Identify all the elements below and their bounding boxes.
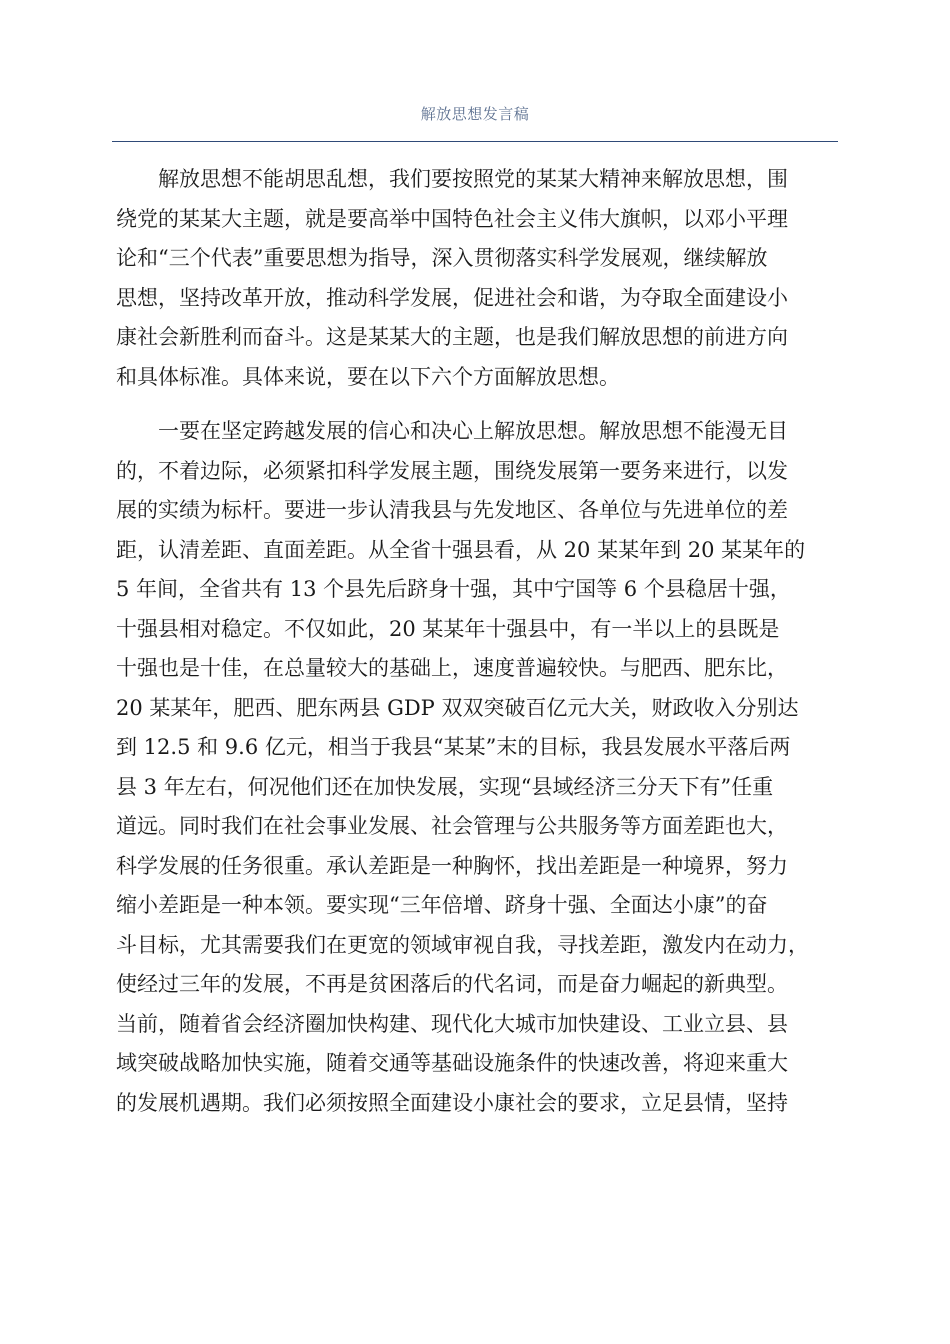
text-line: 康社会新胜利而奋斗。这是某某大的主题，也是我们解放思想的前进方向 [116, 325, 788, 349]
text-line: 域突破战略加快实施，随着交通等基础设施条件的快速改善，将迎来重大 [116, 1051, 788, 1075]
paragraph [116, 412, 840, 1123]
text-line: 的，不着边际，必须紧扣科学发展主题，围绕发展第一要务来进行，以发 [116, 458, 788, 483]
text-line: 距，认清差距、直面差距。从全省十强县看，从 20 某某年到 20 某某年的 [116, 537, 806, 562]
text-line: 十强也是十佳，在总量较大的基础上，速度普遍较快。与肥西、肥东比， [116, 656, 788, 680]
text-line: 使经过三年的发展，不再是贫困落后的代名词，而是奋力崛起的新典型。 [116, 972, 788, 996]
text-line: 缩小差距是一种本领。要实现“三年倍增、跻身十强、全面达小康”的奋 [116, 893, 768, 917]
text-line: 20 某某年，肥西、肥东两县 GDP 双双突破百亿元大关，财政收入分别达 [116, 695, 799, 720]
text-line: 的发展机遇期。我们必须按照全面建设小康社会的要求，立足县情，坚持 [116, 1090, 788, 1115]
paragraph [116, 160, 840, 397]
text-line: 5 年间，全省共有 13 个县先后跻身十强，其中宁国等 6 个县稳居十强， [116, 577, 791, 601]
text-line: 绕党的某某大主题，就是要高举中国特色社会主义伟大旗帜，以邓小平理 [116, 206, 788, 231]
page-header-title: 解放思想发言稿 [420, 105, 530, 123]
document-body [116, 160, 840, 1123]
text-line: 道远。同时我们在社会事业发展、社会管理与公共服务等方面差距也大， [116, 814, 788, 838]
text-line: 一要在坚定跨越发展的信心和决心上解放思想。解放思想不能漫无目 [158, 419, 788, 443]
text-line: 到 12.5 和 9.6 亿元，相当于我县“某某”末的目标，我县发展水平落后两 [116, 735, 791, 759]
text-line: 展的实绩为标杆。要进一步认清我县与先发地区、各单位与先进单位的差 [116, 498, 788, 522]
text-line: 县 3 年左右，何况他们还在加快发展，实现“县域经济三分天下有”任重 [116, 774, 774, 799]
text-line: 斗目标，尤其需要我们在更宽的领域审视自我，寻找差距，激发内在动力， [116, 932, 809, 957]
header-divider [112, 141, 838, 142]
text-line: 论和“三个代表”重要思想为指导，深入贯彻落实科学发展观，继续解放 [116, 246, 768, 270]
text-line: 科学发展的任务很重。承认差距是一种胸怀，找出差距是一种境界，努力 [116, 853, 788, 878]
text-line: 十强县相对稳定。不仅如此，20 某某年十强县中，有一半以上的县既是 [116, 616, 780, 641]
text-line: 当前，随着省会经济圈加快构建、现代化大城市加快建设、工业立县、县 [116, 1011, 788, 1036]
text-line: 解放思想不能胡思乱想，我们要按照党的某某大精神来解放思想，围 [158, 167, 788, 191]
text-line: 思想，坚持改革开放，推动科学发展，促进社会和谐，为夺取全面建设小 [116, 285, 788, 310]
text-line: 和具体标准。具体来说，要在以下六个方面解放思想。 [116, 364, 620, 389]
